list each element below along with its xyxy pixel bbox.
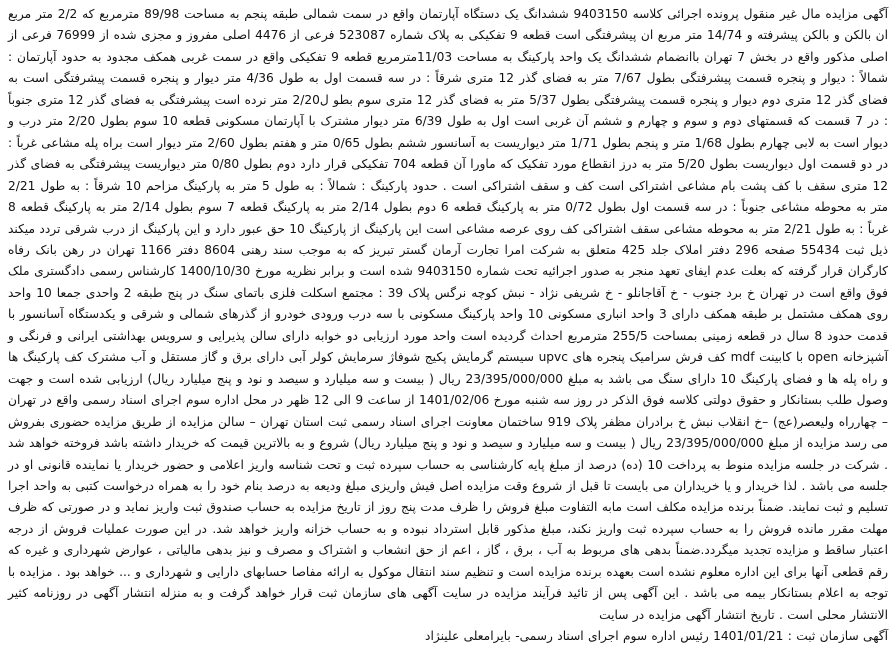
notice-body-text: آگهی مزایده مال غیر منقول پرونده اجرائی کلاسه 9403150 ششدانگ یک دستگاه آپارتمان واقع در سمت شمالی طبقه پنجم به مساحت 89/98 مترمربع که 2/2 متر مربع ان بالکن و بالکن پیشرفته و 14/74 متر مربع ان پیشرفتگی است قطعه 9 تفکیکی به پلاک شماره 523087 فرعی از 4476 اصلی مفروز و مجزی شده از 76999 فرعی از اصلی مذکور واقع در بخش 7 تهران باانضمام ششدانگ یک واحد پارکینگ به مساحت 11/03مترمربع قطعه 9 تفکیکی واقع در سمت غربی همکف مجدود به حدود آپارتمان : شمالاً : دیوار و پنجره قسمت پیشرفتگی بطول 7/67 متر به فضای گذر 12 متری شرقاً : در سه قسمت اول به طول 4/36 متر دیوار و پنجره قسمت پیشرفتگی است به فضای گذر 12 متری دوم دیوار و پنجره قسمت پیشرفتگی بطول 5/37 متر به فضای گذر 12 متری سوم بطو ل2/20 متر نرده است پیشرفتگی به فضای گذر 12 متری جنوباً : در 7 قسمت که قسمتهای دوم و سوم و چهارم و ششم آن غربی است اول به طول 6/39 متر دیوار مشترک با آپارتمان مسکونی قطعه 10 سوم بطول 2/20 متر درب و دیوار است به لابی چهارم بطول 1/68 متر و پنجم بطول 1/71 متر دیواریست به آسانسور ششم بطول 0/65 متر و هفتم بطول 2/60 متر دیوار است براه پله مشاعی غرباً : در دو قسمت اول دیواریست بطول 5/20 متر به درز انقطاع مورد تفکیک که ماورا آن قطعه 704 تفکیکی قرار دارد دوم بطول 0/80 متر دیواریست پیشرفتگی به فضای گذر 12 متری سقف با کف پشت بام مشاعی اشتراکی است کف و سقف اشتراکی است . حدود پارکینگ : شمالاً : به طول 5 متر به پارکینگ مزاحم 10 شرقاً : به طول 2/21 متر به محوطه مشاعی جنوباً : در سه قسمت اول بطول 0/72 متر به پارکینگ قطعه 6 دوم بطول 2/14 متر به پارکینگ قطعه 7 سوم بطول 2/14 متر به پارکینگ قطعه 8 غرباً : به طول 2/21 متر به محوطه مشاعی سقف اشتراکی کف روی عرصه مشاعی است این پارکینگ از پارکینگ 10 حق عبور دارد و این پارکینگ از درب شرقی تردد میکند ذیل ثبت 55434 صفحه 296 دفتر املاک جلد 425 متعلق به شرکت امرا تجارت آرمان گستر تبریز که به موجب سند رهنی 8604 دفتر 1166 تهران در رهن بانک رفاه کارگران قرار گرفته که بعلت عدم ایفای تعهد منجر به صدور اجرائیه تحت شماره 9403150 شده است و برابر نظریه مورخ 1400/10/30 کارشناس رسمی دادگستری ملک فوق واقع است در تهران خ برد جنوب - خ آقاجانلو - خ شریفی نژاد - نبش کوچه نرگس پلاک 39 : مجتمع اسکلت فلزی باتمای سنگ در پنج طبقه 2 واحدی جمعا 10 واحد روی همکف مشتمل بر طبقه همکف دارای 3 واحد انباری مسکونی 10 واحد پارکینگ مسکونی با سه درب ورودی خودرو از گذرهای شمالی و شرقی و یکدستگاه آسانسور با قدمت حدود 8 سال در قطعه زمینی بمساحت 255/5 مترمربع احداث گردیده است واحد مورد ارزیابی دو خوابه دارای سالن پذیرایی و سرویس بهداشتی ایرانی و فرنگی و آشپزخانه open با کابینت mdf کف فرش سرامیک پنجره های upvc سیستم گرمایش پکیج شوفاژ سرمایش کولر آبی دارای برق و گاز مستقل و آب مشترک کف پارکینگ ها و راه پله ها و فضای پارکینگ 10 دارای سنگ می باشد به مبلغ 23/395/000/000 ریال ( بیست و سه میلیارد و سیصد و نود و پنج میلیارد ریال) ارزیابی شده است و جهت وصول طلب بستانکار و حقوق دولتی کلاسه فوق الذکر در روز سه شنبه مورخ 1401/02/06 از ساعت 9 الی 12 ظهر در محل اداره سوم اجرای اسناد رسمی واقع در تهران – چهارراه ولیعصر(عج) –خ انقلاب نبش خ برادران مظفر پلاک 919 ساختمان معاونت اجرای اسناد رسمی ثبت استان تهران – سالن مزایده از طریق مزایده حضوری بفروش می رسد مزایده از مبلغ 23/395/000/000 ریال ( بیست و سه میلیارد و سیصد و نود و پنج میلیارد ریال) شروع و به بالاترین قیمت که خریدار داشته باشد فروخته خواهد شد . شرکت در جلسه مزایده منوط به پرداخت 10 (ده) درصد از مبلغ پایه کارشناسی به حساب سپرده ثبت و تحت شناسه واریز اعلامی و حضور خریدار یا نماینده قانونی او در جلسه می باشد . لذا خریدار و یا خریداران می بایست تا قبل از شروع وقت مزایده اصل فیش واریزی مبلغ ودیعه به درصد بنام خود را به همراه درخواست کتبی به واحد اجرا تسلیم و ثبت نمایند. ضمناً برنده مزایده مکلف است مابه التفاوت مبلغ فروش را ظرف مدت پنج روز از تاریخ مزایده به حساب صندوق ثبت واریز نماید و در صورتی که ظرف مهلت مقرر مانده فروش را به حساب سپرده ثبت واریز نکند، مبلغ مذکور قابل استرداد نبوده و به حساب خزانه واریز خواهد شد. در این صورت عملیات فروش از درجه اعتبار ساقط و مزایده تجدید میگردد.ضمناً بدهی های مربوط به آب ، برق ، گاز ، اعم از حق انشعاب و اشتراک و مصرف و نیز بدهی مالیاتی ، عوارض شهرداری و غیره که رقم قطعی آنها برای این اداره معلوم نشده است بعهده برنده مزایده است و تنظیم سند انتقال موکول به ارائه مفاصا حسابهای دارایی و شهرداری و ... خواهد بود . مزایده با توجه به اعلام بستانکار بیمه می باشد . این آگهی پس از تائید فرآیند مزایده در سایت آگهی های سازمان ثبت قرار خواهد گرفت و به منزله انتشار آگهی در روزنامه کثیر الانتشار محلی است . تاریخ انتشار آگهی مزایده در سایت: [8, 7, 889, 622]
notice-footer-signature: آگهی سازمان ثبت : 1401/01/21 رئیس اداره سوم اجرای اسناد رسمی- بایرامعلی علینژاد: [425, 629, 888, 644]
